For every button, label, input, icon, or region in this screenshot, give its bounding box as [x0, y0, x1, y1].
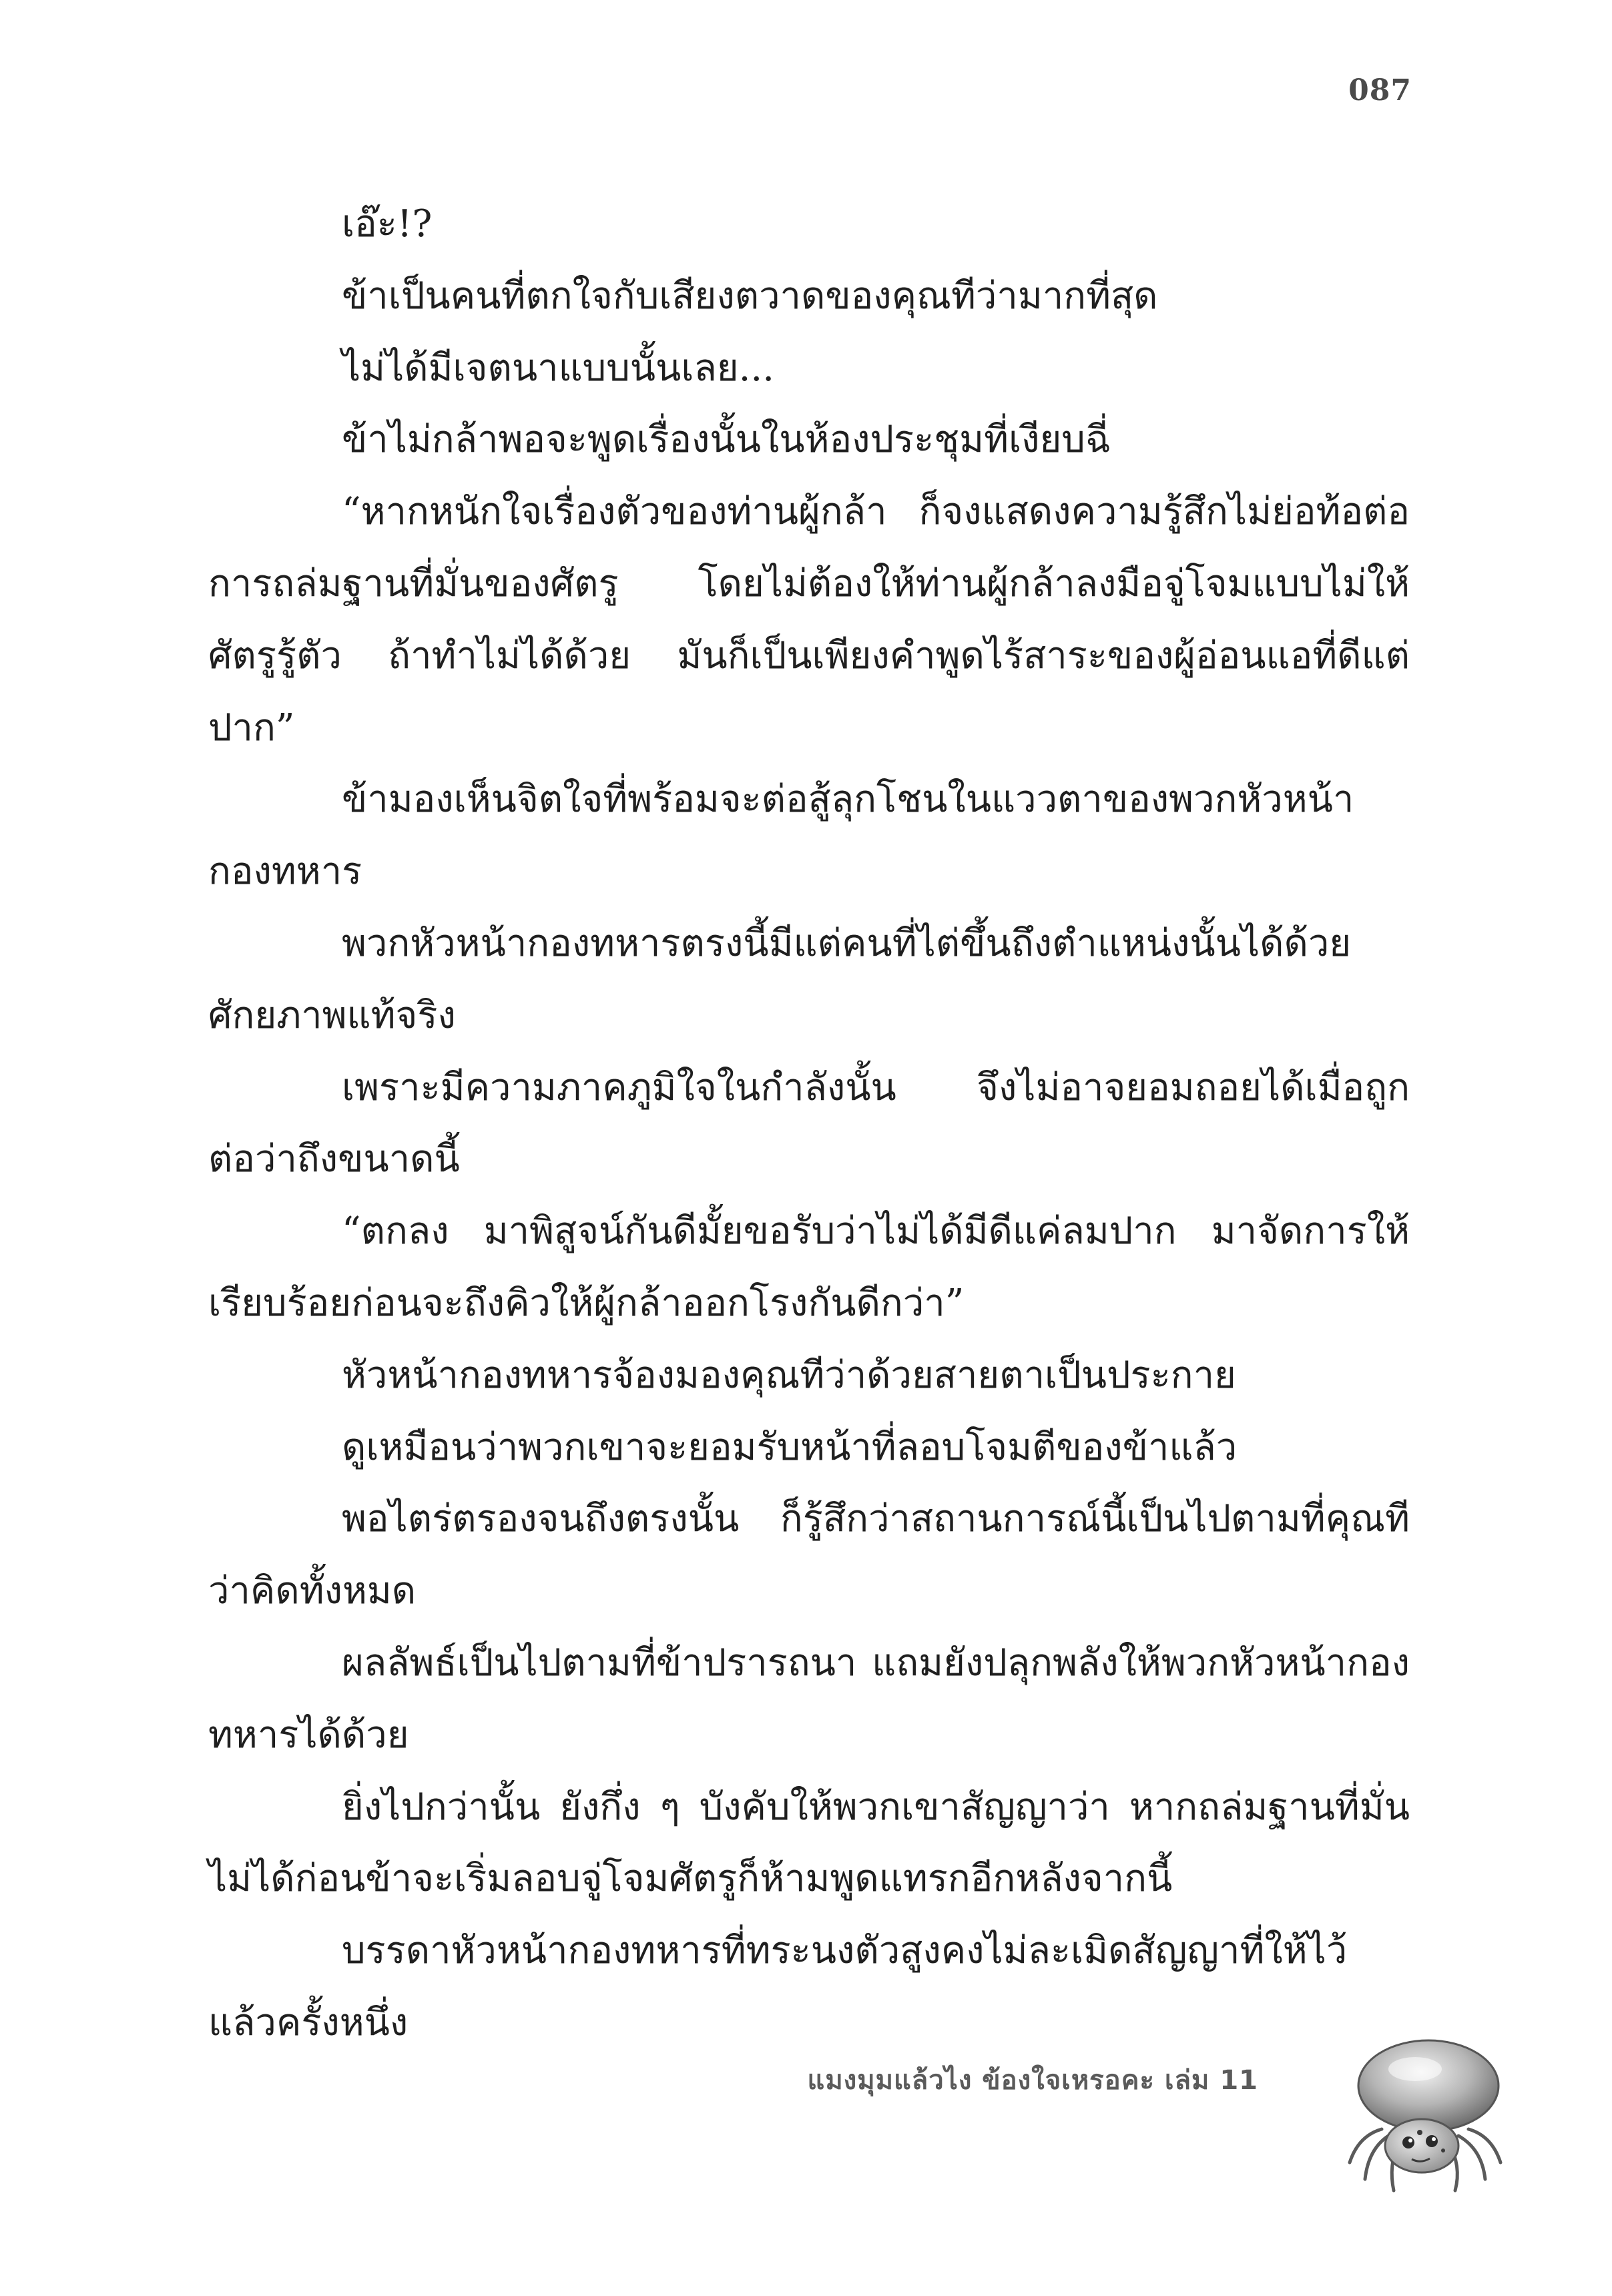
paragraph: “ตกลง มาพิสูจน์กันดีมั้ยขอรับว่าไม่ได้มีดีแค่ลมปาก มาจัดการให้เรียบร้อยก่อนจะถึงคิวให้ผู้กล้าออกโรงกันดีกว่า” — [208, 1209, 1410, 1325]
paragraph: ดูเหมือนว่าพวกเขาจะยอมรับหน้าที่ลอบโจมตีของข้าแล้ว — [342, 1425, 1238, 1469]
paragraph: ไม่ได้มีเจตนาแบบนั้นเลย... — [342, 346, 774, 390]
running-footer-title: แมงมุมแล้วไง ข้องใจเหรอคะ เล่ม 11 — [807, 2065, 1258, 2096]
paragraph: ข้ามองเห็นจิตใจที่พร้อมจะต่อสู้ลุกโชนในแววตาของพวกหัวหน้ากองทหาร — [208, 778, 1354, 894]
paragraph: ข้าเป็นคนที่ตกใจกับเสียงตวาดของคุณทีว่ามากที่สุด — [342, 274, 1158, 318]
paragraph: บรรดาหัวหน้ากองทหารที่ทระนงตัวสูงคงไม่ละเมิดสัญญาที่ให้ไว้แล้วครั้งหนึ่ง — [208, 1929, 1348, 2044]
body-text — [208, 188, 1410, 2059]
page-number: 087 — [1348, 73, 1412, 107]
paragraph: ข้าไม่กล้าพอจะพูดเรื่องนั้นในห้องประชุมที่เงียบฉี่ — [342, 418, 1111, 462]
paragraph: หัวหน้ากองทหารจ้องมองคุณทีว่าด้วยสายตาเป็นประกาย — [342, 1353, 1236, 1397]
paragraph: พวกหัวหน้ากองทหารตรงนี้มีแต่คนที่ไต่ขึ้นถึงตำแหน่งนั้นได้ด้วยศักยภาพแท้จริง — [208, 921, 1352, 1037]
paragraph: “หากหนักใจเรื่องตัวของท่านผู้กล้า ก็จงแสดงความรู้สึกไม่ย่อท้อต่อการถล่มฐานที่มั่นของศัตรู โดยไม่ต้องให้ท่านผู้กล้าลงมือจู่โจมแบบไม่ให้ศัตรูรู้ตัว ถ้าทำไม่ได้ด้วย มันก็เป็นเพียงคำพูดไร้สาระของผู้อ่อนแอที่ดีแต่ปาก” — [208, 490, 1410, 750]
spider-mascot-icon — [1342, 2036, 1509, 2196]
paragraph: พอไตร่ตรองจนถึงตรงนั้น ก็รู้สึกว่าสถานการณ์นี้เป็นไปตามที่คุณทีว่าคิดทั้งหมด — [208, 1497, 1410, 1613]
paragraph: ผลลัพธ์เป็นไปตามที่ข้าปรารถนา แถมยังปลุกพลังให้พวกหัวหน้ากองทหารได้ด้วย — [208, 1641, 1410, 1757]
paragraph: เพราะมีความภาคภูมิใจในกำลังนั้น จึงไม่อาจยอมถอยได้เมื่อถูกต่อว่าถึงขนาดนี้ — [208, 1065, 1410, 1181]
paragraph: ยิ่งไปกว่านั้น ยังกึ่ง ๆ บังคับให้พวกเขาสัญญาว่า หากถล่มฐานที่มั่นไม่ได้ก่อนข้าจะเริ่มลอบจู่โจมศัตรูก็ห้ามพูดแทรกอีกหลังจากนี้ — [208, 1785, 1410, 1901]
paragraph: เอ๊ะ!? — [342, 202, 433, 246]
